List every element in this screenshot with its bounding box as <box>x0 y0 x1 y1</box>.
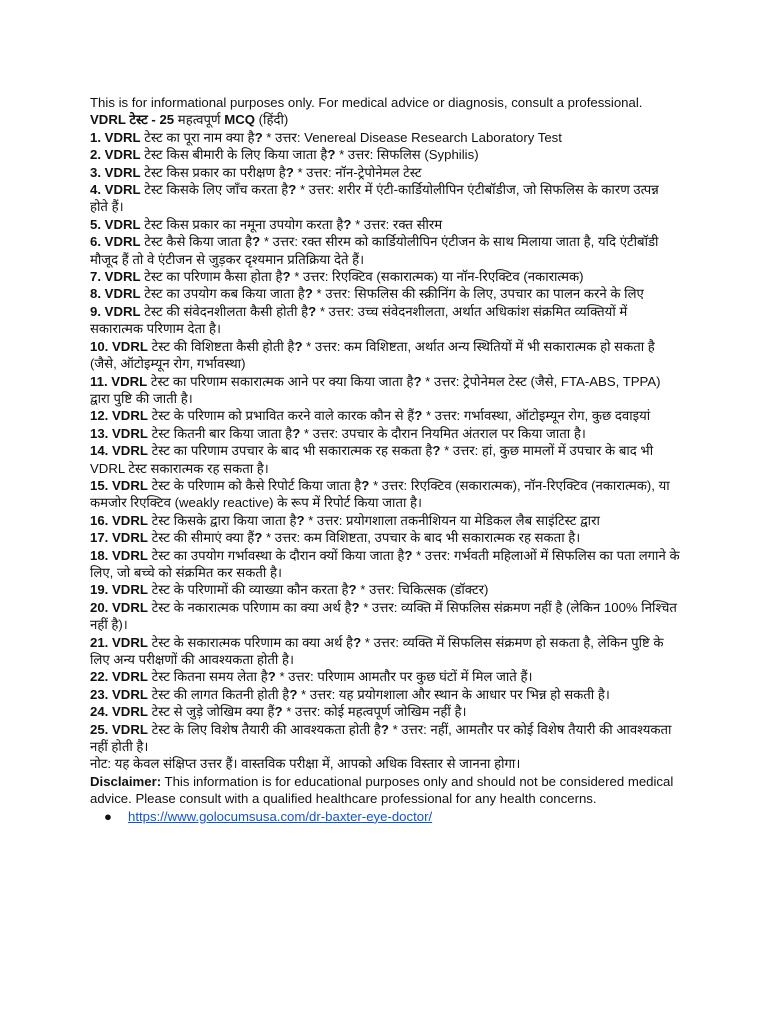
question-mark: ? <box>285 164 294 180</box>
question-item <box>90 634 680 669</box>
question-mark: ? <box>327 147 336 163</box>
question-item <box>90 268 680 285</box>
question-item <box>90 303 680 338</box>
question-number: 10. VDRL <box>90 338 148 354</box>
answer-text: * उत्तर: नहीं, आमतौर पर कोई विशेष तैयारी की आवश्यकता नहीं होती है। <box>90 721 672 755</box>
answer-text: * उत्तर: सिफलिस की स्क्रीनिंग के लिए, उपचार का पालन करने के लिए <box>312 286 644 302</box>
question-mark: ? <box>292 425 301 441</box>
answer-text: * उत्तर: व्यक्ति में सिफलिस संक्रमण नहीं है (लेकिन 100% निश्चित नहीं है)। <box>90 599 677 633</box>
answer-text: * उत्तर: रक्त सीरम को कार्डियोलीपिन एंटीजन के साथ मिलाया जाता है, यदि एंटीबॉडी मौजूद हैं तो वे एंटीजन से जुड़कर दृश्यमान प्रतिक्रिया देते हैं। <box>90 234 659 267</box>
disclaimer <box>90 773 680 808</box>
question-number: 1. VDRL <box>90 129 141 145</box>
question-text: टेस्ट की सीमाएं क्या हैं <box>147 530 255 546</box>
heading-part-b: महत्वपूर्ण <box>174 112 225 128</box>
question-mark: ? <box>343 216 352 232</box>
answer-text: * उत्तर: कम विशिष्टता, अर्थात अन्य स्थितियों में भी सकारात्मक हो सकता है (जैसे, ऑटोइम्यून रोग, गर्भावस्था) <box>90 338 655 372</box>
question-number: 22. VDRL <box>90 669 148 685</box>
question-number: 9. VDRL <box>90 303 141 319</box>
question-number: 4. VDRL <box>90 182 141 198</box>
question-text: टेस्ट का परिणाम सकारात्मक आने पर क्या किया जाता है <box>147 373 414 389</box>
answer-text: * उत्तर: गर्भवती महिलाओं में सिफलिस का पता लगाने के लिए, जो बच्चे को संक्रमित कर सकती है। <box>90 547 680 580</box>
answer-text: * उत्तर: Venereal Disease Research Laboratory Test <box>262 129 562 145</box>
question-text: टेस्ट का पूरा नाम क्या है <box>140 129 255 145</box>
question-number: 16. VDRL <box>90 512 148 528</box>
bullet-icon: ● <box>104 808 112 824</box>
disclaimer-label: Disclaimer: <box>90 773 162 789</box>
question-item <box>90 164 680 181</box>
question-number: 11. VDRL <box>90 373 148 389</box>
question-text: टेस्ट के सकारात्मक परिणाम का क्या अर्थ है <box>147 634 354 650</box>
answer-text: * उत्तर: नॉन-ट्रेपोनेमल टेस्ट <box>293 164 422 180</box>
question-mark: ? <box>252 234 261 250</box>
answer-text: * उत्तर: ट्रेपोनेमल टेस्ट (जैसे, FTA-ABS, TPPA) द्वारा पुष्टि की जाती है। <box>90 373 661 406</box>
answer-text: * उत्तर: कोई महत्वपूर्ण जोखिम नहीं है। <box>282 704 467 720</box>
question-mark: ? <box>413 373 422 389</box>
question-number: 15. VDRL <box>90 477 148 493</box>
answer-text: * उत्तर: रिएक्टिव (सकारात्मक) या नॉन-रिएक्टिव (नकारात्मक) <box>290 269 584 285</box>
question-mark: ? <box>414 408 423 424</box>
question-number: 21. VDRL <box>90 634 148 650</box>
question-text: टेस्ट का परिणाम उपचार के बाद भी सकारात्मक रह सकता है <box>147 443 433 459</box>
question-number: 19. VDRL <box>90 582 148 598</box>
question-number: 20. VDRL <box>90 599 148 615</box>
question-text: टेस्ट कितना समय लेता है <box>147 669 268 685</box>
question-item <box>90 181 680 216</box>
question-mark: ? <box>282 269 291 285</box>
heading-part-d: (हिंदी) <box>255 112 289 128</box>
question-text: टेस्ट किसके द्वारा किया जाता है <box>147 512 297 528</box>
document-page <box>90 94 680 825</box>
question-mark: ? <box>274 704 283 720</box>
answer-text: * उत्तर: उच्च संवेदनशीलता, अर्थात अधिकांश संक्रमित व्यक्तियों में सकारात्मक परिणाम देता है। <box>90 303 628 337</box>
question-mark: ? <box>304 286 313 302</box>
question-mark: ? <box>289 686 298 702</box>
question-number: 7. VDRL <box>90 269 141 285</box>
question-text: टेस्ट के परिणामों की व्याख्या कौन करता है <box>147 582 349 598</box>
question-number: 18. VDRL <box>90 547 148 563</box>
answer-text: * उत्तर: यह प्रयोगशाला और स्थान के आधार पर भिन्न हो सकती है। <box>297 686 610 702</box>
question-number: 13. VDRL <box>90 425 148 441</box>
note-text: नोट: यह केवल संक्षिप्त उत्तर हैं। वास्तविक परीक्षा में, आपको अधिक विस्तार से जानना होगा। <box>90 756 521 772</box>
intro-text: This is for informational purposes only. For medical advice or diagnosis, consult a professional. <box>90 95 643 110</box>
question-mark: ? <box>296 512 305 528</box>
question-text: टेस्ट कितनी बार किया जाता है <box>147 425 293 441</box>
question-mark: ? <box>432 443 441 459</box>
question-text: टेस्ट के लिए विशेष तैयारी की आवश्यकता होती है <box>147 721 381 737</box>
answer-text: * उत्तर: शरीर में एंटी-कार्डियोलीपिन एंटीबॉडीज, जो सिफलिस के कारण उत्पन्न होते हैं। <box>90 182 659 215</box>
answer-text: * उत्तर: रक्त सीरम <box>351 216 443 232</box>
question-list <box>90 129 680 756</box>
question-text: टेस्ट का उपयोग कब किया जाता है <box>140 286 305 302</box>
answer-text: * उत्तर: रिएक्टिव (सकारात्मक), नॉन-रिएक्टिव (नकारात्मक), या कमजोर रिएक्टिव (weakly reactive) के रूप में रिपोर्ट किया जाता है। <box>90 477 670 511</box>
answer-text: * उत्तर: प्रयोगशाला तकनीशियन या मेडिकल लैब साइंटिस्ट द्वारा <box>304 512 600 528</box>
question-mark: ? <box>288 182 297 198</box>
question-item <box>90 285 680 302</box>
question-number: 6. VDRL <box>90 234 141 250</box>
heading-part-c: MCQ <box>224 112 255 128</box>
question-mark: ? <box>254 129 263 145</box>
question-item <box>90 146 680 163</box>
question-text: टेस्ट किस प्रकार का परीक्षण है <box>140 164 286 180</box>
answer-text: * उत्तर: गर्भावस्था, ऑटोइम्यून रोग, कुछ दवाइयां <box>422 408 651 424</box>
question-text: टेस्ट की संवेदनशीलता कैसी होती है <box>140 303 309 319</box>
question-item <box>90 599 680 634</box>
question-number: 14. VDRL <box>90 443 148 459</box>
question-number: 3. VDRL <box>90 164 141 180</box>
question-text: टेस्ट की विशिष्टता कैसी होती है <box>147 338 295 354</box>
question-mark: ? <box>254 530 263 546</box>
page-heading <box>90 111 680 128</box>
question-number: 23. VDRL <box>90 686 148 702</box>
question-text: टेस्ट कैसे किया जाता है <box>140 234 253 250</box>
question-mark: ? <box>294 338 303 354</box>
question-number: 24. VDRL <box>90 704 148 720</box>
question-text: टेस्ट का उपयोग गर्भावस्था के दौरान क्यों किया जाता है <box>147 547 405 563</box>
question-text: टेस्ट का परिणाम कैसा होता है <box>140 269 283 285</box>
question-item <box>90 581 680 598</box>
answer-text: * उत्तर: व्यक्ति में सिफलिस संक्रमण हो सकता है, लेकिन पुष्टि के लिए अन्य परीक्षणों की आवश्यकता होती है। <box>90 634 664 667</box>
question-item <box>90 703 680 720</box>
question-mark: ? <box>353 634 362 650</box>
question-item <box>90 129 680 146</box>
question-text: टेस्ट के परिणाम को प्रभावित करने वाले कारक कौन से हैं <box>147 408 415 424</box>
question-item <box>90 529 680 546</box>
question-item <box>90 338 680 373</box>
question-text: टेस्ट किस प्रकार का नमूना उपयोग करता है <box>140 216 344 232</box>
question-number: 17. VDRL <box>90 530 148 546</box>
question-item <box>90 547 680 582</box>
question-item <box>90 425 680 442</box>
question-item <box>90 233 680 268</box>
question-mark: ? <box>267 669 276 685</box>
question-text: टेस्ट किसके लिए जाँच करता है <box>140 182 289 198</box>
question-text: टेस्ट किस बीमारी के लिए किया जाता है <box>140 147 328 163</box>
answer-text: * उत्तर: कम विशिष्टता, उपचार के बाद भी सकारात्मक रह सकता है। <box>262 530 581 546</box>
question-text: टेस्ट के नकारात्मक परिणाम का क्या अर्थ है <box>147 599 352 615</box>
question-item <box>90 407 680 424</box>
link-list <box>90 808 680 825</box>
question-number: 8. VDRL <box>90 286 141 302</box>
answer-text: * उत्तर: सिफलिस (Syphilis) <box>335 147 479 163</box>
answer-text: * उत्तर: परिणाम आमतौर पर कुछ घंटों में मिल जाते हैं। <box>275 669 533 685</box>
question-mark: ? <box>404 547 413 563</box>
heading-part-a: VDRL टेस्ट - 25 <box>90 112 175 128</box>
question-mark: ? <box>380 721 389 737</box>
question-item <box>90 373 680 408</box>
reference-link[interactable]: https://www.golocumsusa.com/dr-baxter-eye-doctor/ <box>128 808 433 824</box>
answer-text: * उत्तर: हां, कुछ मामलों में उपचार के बाद भी VDRL टेस्ट सकारात्मक रह सकता है। <box>90 443 654 476</box>
question-number: 5. VDRL <box>90 216 141 232</box>
disclaimer-text: This information is for educational purposes only and should not be considered medical advice. Please consult with a qualified healthcare professional for any health concerns. <box>90 773 674 807</box>
question-item <box>90 721 680 756</box>
question-item <box>90 477 680 512</box>
answer-text: * उत्तर: उपचार के दौरान नियमित अंतराल पर किया जाता है। <box>300 425 586 441</box>
question-item <box>90 686 680 703</box>
question-item <box>90 442 680 477</box>
question-item <box>90 668 680 685</box>
question-number: 25. VDRL <box>90 721 148 737</box>
question-number: 12. VDRL <box>90 408 148 424</box>
question-text: टेस्ट से जुड़े जोखिम क्या हैं <box>147 704 275 720</box>
question-text: टेस्ट की लागत कितनी होती है <box>147 686 290 702</box>
question-mark: ? <box>351 599 360 615</box>
answer-text: * उत्तर: चिकित्सक (डॉक्टर) <box>356 582 489 598</box>
question-text: टेस्ट के परिणाम को कैसे रिपोर्ट किया जाता है <box>147 477 362 493</box>
question-item <box>90 512 680 529</box>
question-mark: ? <box>308 303 317 319</box>
question-item <box>90 216 680 233</box>
list-item <box>90 808 680 825</box>
question-number: 2. VDRL <box>90 147 141 163</box>
question-mark: ? <box>348 582 357 598</box>
question-mark: ? <box>361 477 370 493</box>
